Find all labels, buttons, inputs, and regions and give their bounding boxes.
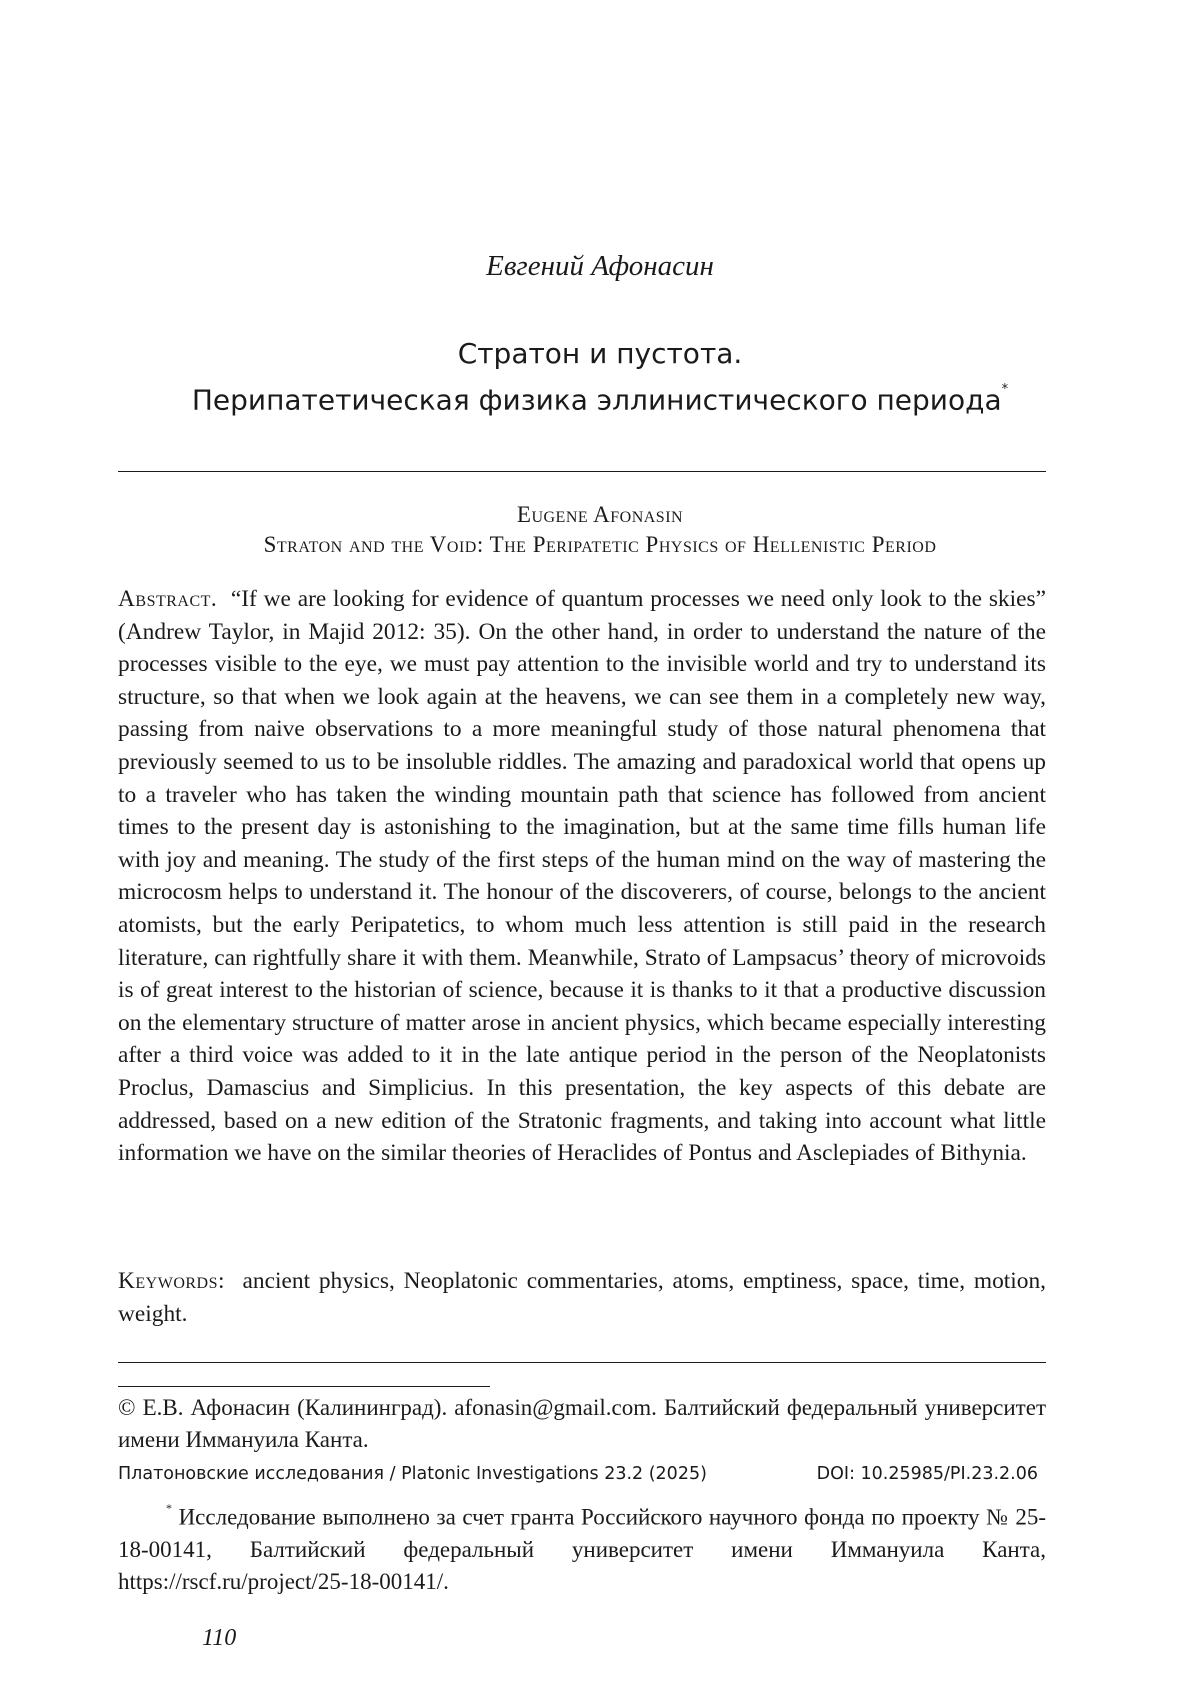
title-ru-line2 xyxy=(0,375,1200,421)
page-number: 110 xyxy=(202,1625,237,1651)
grant-footnote-text: Исследование выполнено за счет гранта Российского научного фонда по проекту № 25-18-00141, Балтийский федеральный университет имени Иммануила Канта, https://rscf.ru/project/25-18-00141/. xyxy=(118,1504,1047,1594)
grant-footnote xyxy=(118,1496,1046,1598)
abstract-text: “If we are looking for evidence of quantum processes we need only look to the skies” (Andrew Taylor, in Majid 2012: 35). On the other hand, in order to understand the nature of the processes visible to the eye, we must pay attention to the invisible world and try to understand its structure, so that when we look again at the heavens, we can see them in a completely new way, passing from naive observations to a more meaningful study of those natural phenomena that previously seemed to us to be insoluble riddles. The amazing and paradoxical world that opens up to a traveler who has taken the winding mountain path that science has followed from ancient times to the present day is astonishing to the imagination, but at the same time fills human life with joy and meaning. The study of the first steps of the human mind on the way of mastering the microcosm helps to understand it. The honour of the discoverers, of course, belongs to the ancient atomists, but the early Peripatetics, to whom much less attention is still paid in the research literature, can rightfully share it with them. Meanwhile, Strato of Lampsacus’ theory of microvoids is of great interest to the historian of science, because it is thanks to it that a productive discussion on the elementary structure of matter arose in ancient physics, which became especially interesting after a third voice was added to it in the late antique period in the person of the Neoplatonists Proclus, Damascius and Simplicius. In this presentation, the key aspects of this debate are addressed, based on a new edition of the Stratonic fragments, and taking into account what little information we have on the similar theories of Heraclides of Pontus and Asclepiades of Bithynia. xyxy=(118,586,1046,1167)
author-affiliation: © Е.В. Афонасин (Калининград). afonasin@gmail.com. Балтийский федеральный университет имени Иммануила Канта. xyxy=(118,1395,1046,1452)
keywords-text: ancient physics, Neoplatonic commentaries, atoms, emptiness, space, time, motion, weight. xyxy=(118,1268,1046,1327)
author-name-en: Eugene Afonasin xyxy=(516,502,684,527)
title-ru-line2-text: Перипатетическая физика эллинистического периода xyxy=(191,383,1002,417)
abstract-label: Abstract. xyxy=(118,586,218,612)
grant-footnote-marker: * xyxy=(166,1501,172,1515)
journal-citation: Платоновские исследования / Platonic Investigations 23.2 (2025) xyxy=(118,1464,707,1484)
article-title-en: Straton and the Void: The Peripatetic Physics of Hellenistic Period xyxy=(263,532,937,557)
top-divider xyxy=(118,471,1046,472)
footnote-separator xyxy=(118,1386,490,1387)
article-title-ru xyxy=(0,333,1200,421)
author-name-ru: Евгений Афонасин xyxy=(486,250,714,282)
doi-text: DOI: 10.25985/PI.23.2.06 xyxy=(816,1464,1038,1484)
journal-info xyxy=(118,1464,1038,1484)
keywords-label: Keywords: xyxy=(118,1268,226,1294)
bottom-divider xyxy=(118,1362,1046,1363)
title-footnote-marker: * xyxy=(1001,382,1009,397)
title-ru-line1: Стратон и пустота. xyxy=(457,337,743,370)
abstract-paragraph xyxy=(118,583,1046,1170)
keywords-paragraph xyxy=(118,1265,1046,1330)
